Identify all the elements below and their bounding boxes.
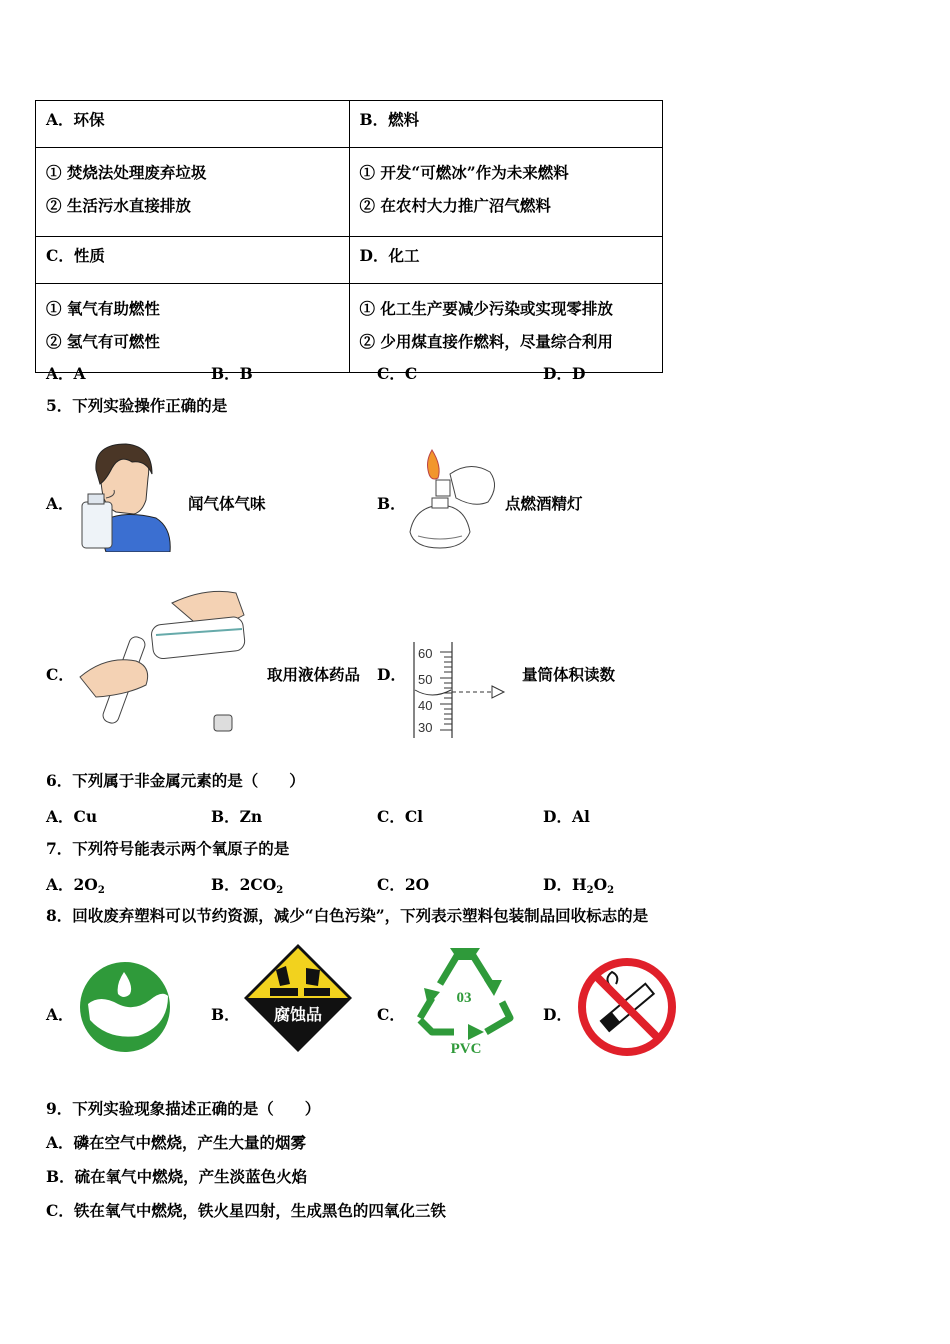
no-smoking-sign-icon <box>576 956 678 1058</box>
q8-stem: 8．回收废弃塑料可以节约资源，减少“白色污染”，下列表示塑料包装制品回收标志的是 <box>46 906 649 925</box>
q7-stem: 7．下列符号能表示两个氧原子的是 <box>46 839 290 858</box>
cylinder-label-30: 30 <box>418 720 433 735</box>
q6-stem: 6．下列属于非金属元素的是（ ） <box>46 771 305 790</box>
lighting-alcohol-lamp-illustration <box>404 448 504 552</box>
q4-d-line-2: ② 少用煤直接作燃料，尽量综合利用 <box>359 332 613 351</box>
q7-option-b[interactable]: B．$2CO_2$ <box>211 875 284 896</box>
q4-d-line-1: ① 化工生产要减少污染或实现零排放 <box>359 299 613 318</box>
q5-option-a-letter[interactable]: A． <box>46 494 74 513</box>
cylinder-label-50: 50 <box>418 672 433 687</box>
q5-option-d-letter[interactable]: D． <box>377 665 406 684</box>
q4-option-c[interactable]: C．C <box>377 364 418 383</box>
q4-cell-c-body <box>36 284 350 373</box>
q7-option-d[interactable]: D．$H_2O_2$ <box>543 875 615 896</box>
q4-a-line-2: ② 生活污水直接排放 <box>46 196 191 215</box>
graduated-cylinder-illustration <box>410 640 510 740</box>
q5-option-b-letter[interactable]: B． <box>377 494 406 513</box>
q5-option-b-caption: 点燃酒精灯 <box>505 494 583 513</box>
q5-stem: 5．下列实验操作正确的是 <box>46 396 228 415</box>
q4-option-b[interactable]: B．B <box>211 364 253 383</box>
corrosive-sign-icon <box>240 940 356 1056</box>
q6-option-b[interactable]: B．Zn <box>211 807 263 826</box>
q7-option-c[interactable]: C．2O <box>377 875 430 894</box>
q8-option-a-letter[interactable]: A． <box>46 1005 74 1024</box>
q5-option-c-letter[interactable]: C． <box>46 665 74 684</box>
q4-cell-a-body <box>36 148 350 237</box>
q9-option-c[interactable]: C．铁在氧气中燃烧，铁火星四射，生成黑色的四氧化三铁 <box>46 1201 446 1220</box>
q4-option-a[interactable]: A．A <box>46 364 86 383</box>
smelling-gas-illustration <box>76 440 176 552</box>
recycle-material: PVC <box>450 1041 482 1057</box>
pouring-liquid-illustration <box>76 585 246 735</box>
q4-b-line-2: ② 在农村大力推广沼气燃料 <box>359 196 551 215</box>
cylinder-label-60: 60 <box>418 646 433 661</box>
q4-cell-c-head: C．性质 <box>36 237 350 284</box>
q8-option-b-letter[interactable]: B． <box>211 1005 240 1024</box>
q4-option-d[interactable]: D．D <box>543 364 586 383</box>
q4-c-line-1: ① 氧气有助燃性 <box>46 299 160 318</box>
recycle-number: 03 <box>456 990 472 1006</box>
q6-option-d[interactable]: D．Al <box>543 807 590 826</box>
q8-option-c-letter[interactable]: C． <box>377 1005 405 1024</box>
q4-cell-d-body <box>349 284 663 373</box>
q8-option-d-letter[interactable]: D． <box>543 1005 572 1024</box>
q7-option-a[interactable]: A．$2O_2$ <box>46 875 105 896</box>
q4-c-line-2: ② 氢气有可燃性 <box>46 332 160 351</box>
q4-b-line-1: ① 开发“可燃冰”作为未来燃料 <box>359 163 569 182</box>
q4-cell-b-body <box>349 148 663 237</box>
eye-icon <box>492 686 504 698</box>
recycle-pvc-icon <box>410 940 520 1058</box>
q9-option-a[interactable]: A．磷在空气中燃烧，产生大量的烟雾 <box>46 1133 307 1152</box>
q5-option-d-caption: 量筒体积读数 <box>522 665 616 684</box>
q6-option-c[interactable]: C．Cl <box>377 807 424 826</box>
cylinder-label-40: 40 <box>418 698 433 713</box>
water-saving-logo-icon <box>78 960 172 1054</box>
q6-option-a[interactable]: A．Cu <box>46 807 98 826</box>
q4-a-line-1: ① 焚烧法处理废弃垃圾 <box>46 163 207 182</box>
q4-cell-d-head: D．化工 <box>349 237 663 284</box>
q5-option-a-caption: 闻气体气味 <box>188 494 266 513</box>
q5-option-c-caption: 取用液体药品 <box>267 665 361 684</box>
q4-table <box>35 100 663 373</box>
q4-cell-a-head: A．环保 <box>36 101 350 148</box>
q9-stem: 9．下列实验现象描述正确的是（ ） <box>46 1099 321 1118</box>
q4-cell-b-head: B．燃料 <box>349 101 663 148</box>
corrosive-label: 腐蚀品 <box>273 1005 323 1024</box>
q9-option-b[interactable]: B．硫在氧气中燃烧，产生淡蓝色火焰 <box>46 1167 308 1186</box>
